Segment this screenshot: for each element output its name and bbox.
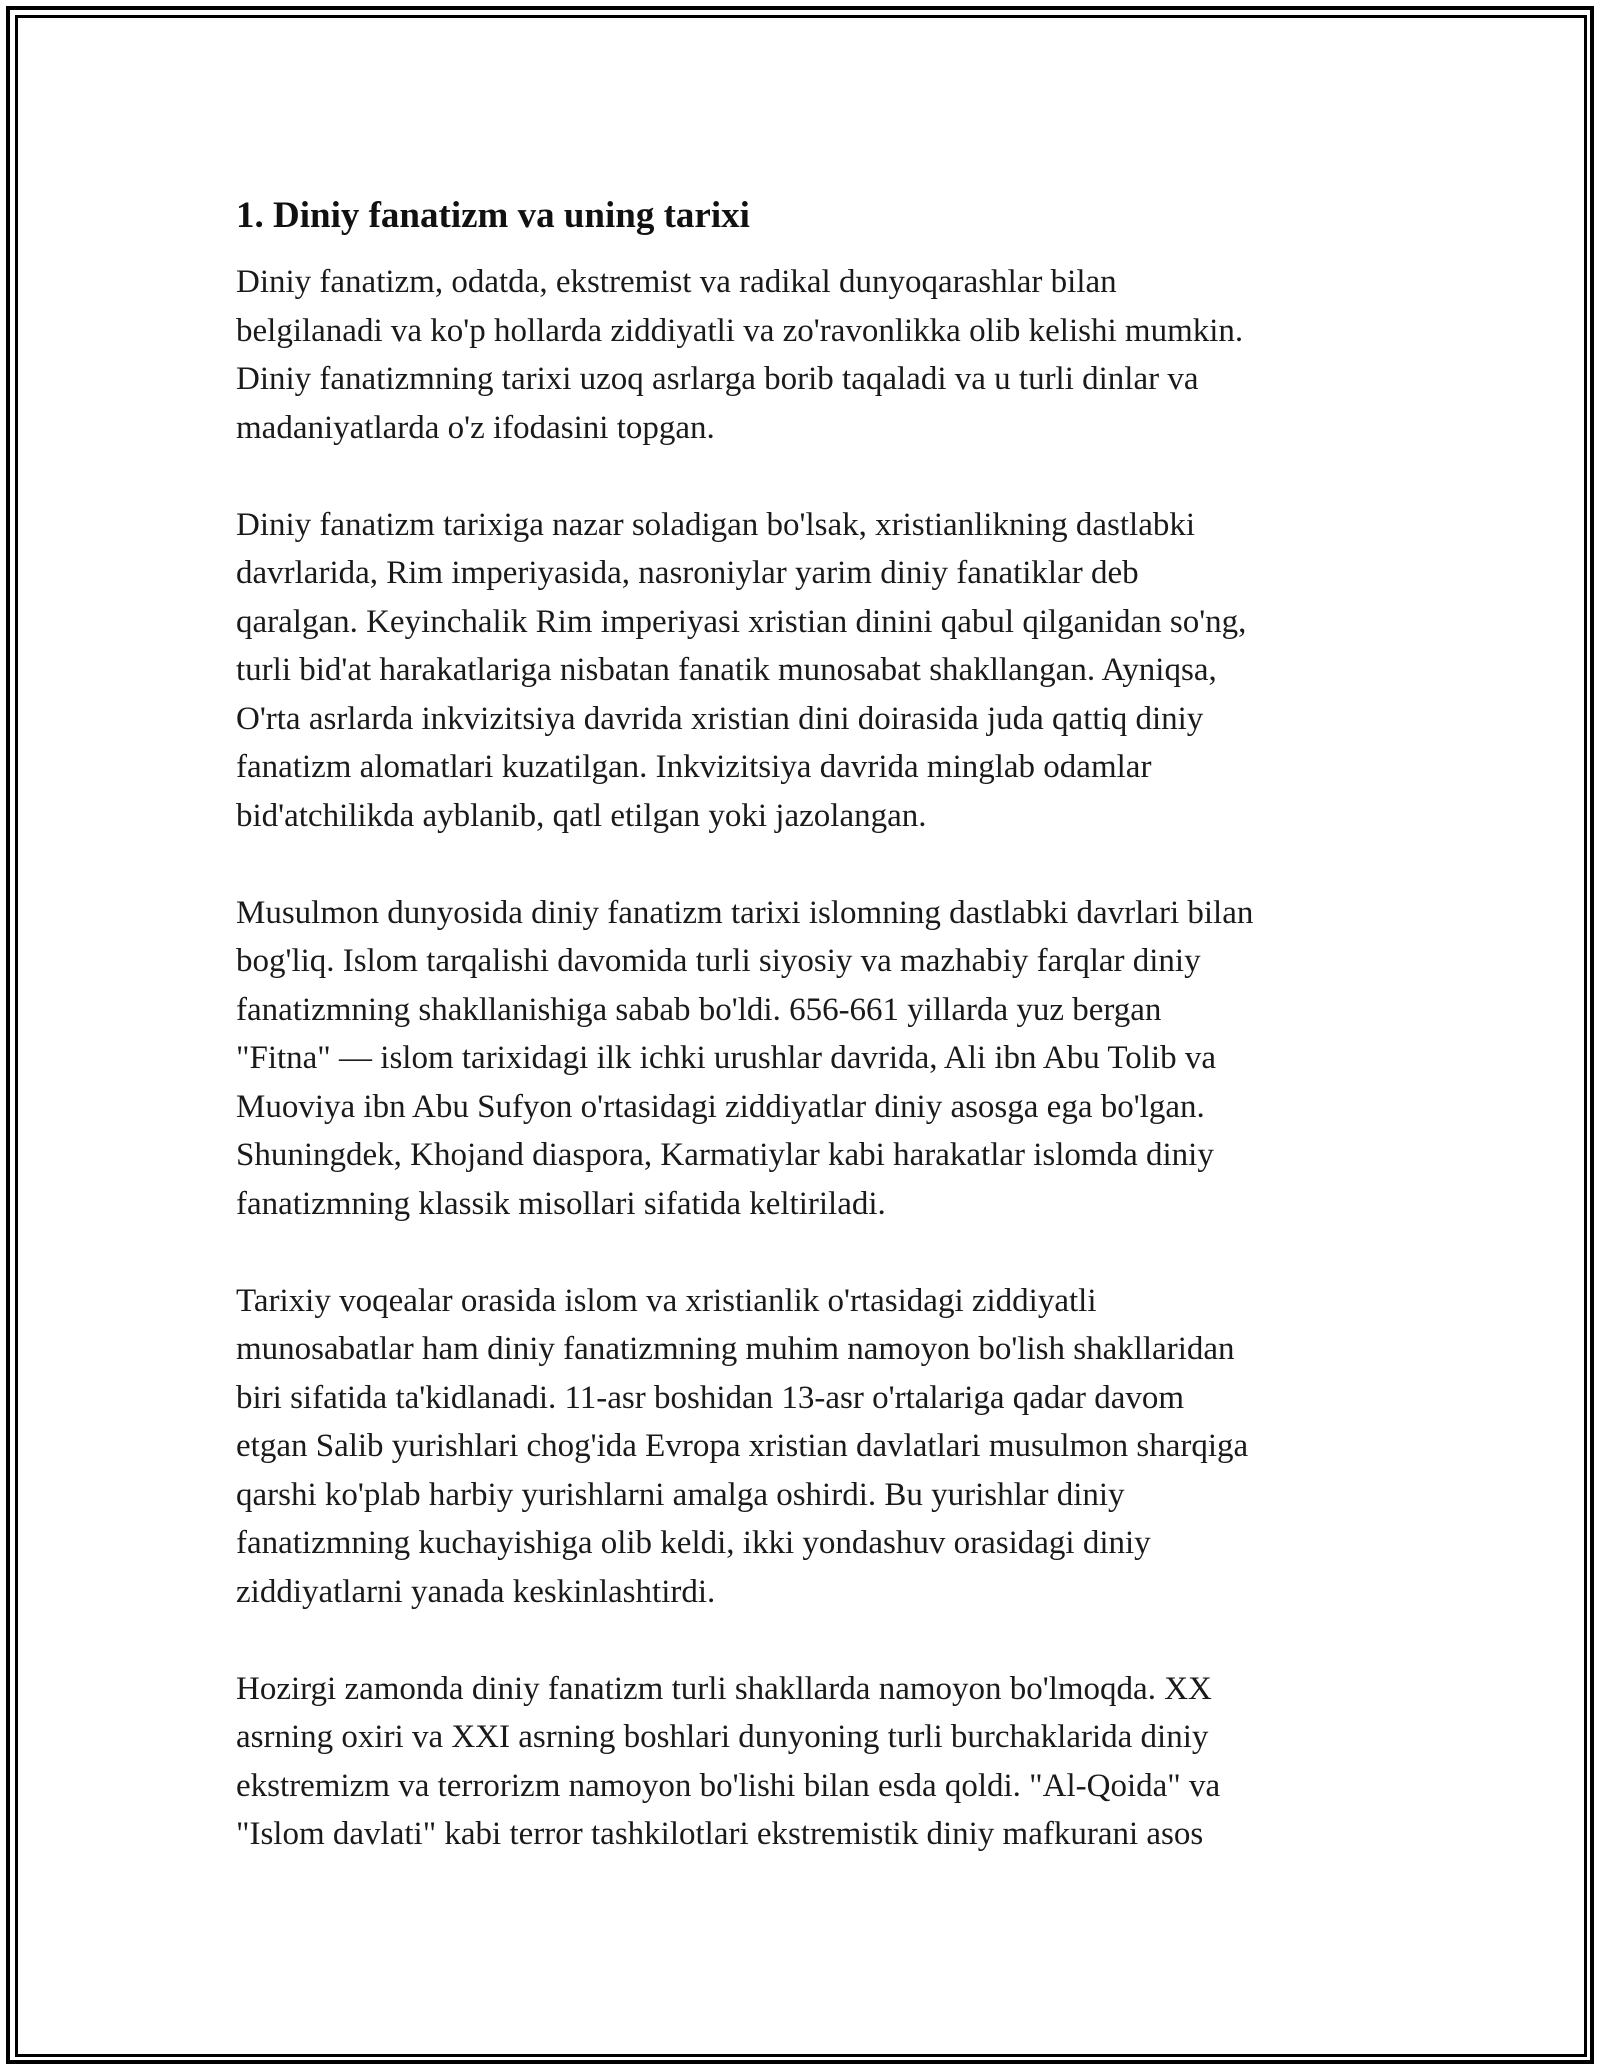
text-line: Shuningdek, Khojand diaspora, Karmatiylar kabi harakatlar islomda diniy [236, 1137, 1214, 1173]
paragraph-1 [236, 258, 1384, 452]
text-line: bog'liq. Islom tarqalishi davomida turli siyosiy va mazhabiy farqlar diniy [236, 943, 1201, 979]
text-line: madaniyatlarda o'z ifodasini topgan. [236, 409, 715, 446]
text-line: munosabatlar ham diniy fanatizmning muhim namoyon bo'lish shakllaridan [236, 1331, 1235, 1367]
text-line: O'rta asrlarda inkvizitsiya davrida xristian dini doirasida juda qattiq diniy [236, 700, 1204, 737]
section-heading: 1. Diniy fanatizm va uning tarixi [236, 195, 750, 236]
text-line: asrning oxiri va XXI asrning boshlari dunyoning turli burchaklarida diniy [236, 1719, 1209, 1755]
paragraph-3 [236, 889, 1384, 1229]
text-line: bid'atchilikda ayblanib, qatl etilgan yoki jazolangan. [236, 797, 927, 834]
text-line: davrlarida, Rim imperiyasida, nasroniylar yarim diniy fanatiklar deb [236, 555, 1139, 591]
text-line: qaralgan. Keyinchalik Rim imperiyasi xristian dinini qabul qilganidan so'ng, [236, 603, 1247, 640]
paragraph-2 [236, 501, 1384, 841]
text-line: etgan Salib yurishlari chog'ida Evropa xristian davlatlari musulmon sharqiga [236, 1428, 1249, 1464]
text-line: qarshi ko'plab harbiy yurishlarni amalga oshirdi. Bu yurishlar diniy [236, 1476, 1125, 1513]
document-body [236, 188, 1384, 1907]
text-line: belgilanadi va ko'p hollarda ziddiyatli va zo'ravonlikka olib kelishi mumkin. [236, 312, 1244, 349]
text-line: ekstremizm va terrorizm namoyon bo'lishi bilan esda qoldi. "Al-Qoida" va [236, 1767, 1221, 1804]
text-line: fanatizmning kuchayishiga olib keldi, ikki yondashuv orasidagi diniy [236, 1525, 1151, 1561]
text-line: fanatizmning klassik misollari sifatida keltiriladi. [236, 1185, 886, 1222]
text-line: biri sifatida ta'kidlanadi. 11-asr boshidan 13-asr o'rtalariga qadar davom [236, 1379, 1185, 1416]
paragraph-4 [236, 1277, 1384, 1617]
paragraph-5 [236, 1665, 1384, 1859]
text-line: Diniy fanatizm tarixiga nazar soladigan bo'lsak, xristianlikning dastlabki [236, 506, 1196, 543]
text-line: fanatizmning shakllanishiga sabab bo'ldi. 656-661 yillarda yuz bergan [236, 991, 1162, 1028]
text-line: "Islom davlati" kabi terror tashkilotlari ekstremistik diniy mafkurani asos [236, 1816, 1204, 1852]
text-line: Musulmon dunyosida diniy fanatizm tarixi islomning dastlabki davrlari bilan [236, 894, 1254, 931]
text-line: turli bid'at harakatlariga nisbatan fanatik munosabat shakllangan. Ayniqsa, [236, 652, 1217, 688]
text-line: ziddiyatlarni yanada keskinlashtirdi. [236, 1573, 716, 1610]
text-line: "Fitna" — islom tarixidagi ilk ichki urushlar davrida, Ali ibn Abu Tolib va [236, 1040, 1217, 1076]
text-line: Diniy fanatizm, odatda, ekstremist va radikal dunyoqarashlar bilan [236, 264, 1117, 300]
text-line: Muoviya ibn Abu Sufyon o'rtasidagi ziddiyatlar diniy asosga ega bo'lgan. [236, 1088, 1205, 1125]
text-line: Tarixiy voqealar orasida islom va xristianlik o'rtasidagi ziddiyatli [236, 1282, 1097, 1319]
text-line: fanatizm alomatlari kuzatilgan. Inkvizitsiya davrida minglab odamlar [236, 749, 1152, 785]
text-line: Hozirgi zamonda diniy fanatizm turli shakllarda namoyon bo'lmoqda. XX [236, 1670, 1212, 1707]
text-line: Diniy fanatizmning tarixi uzoq asrlarga borib taqaladi va u turli dinlar va [236, 361, 1199, 397]
